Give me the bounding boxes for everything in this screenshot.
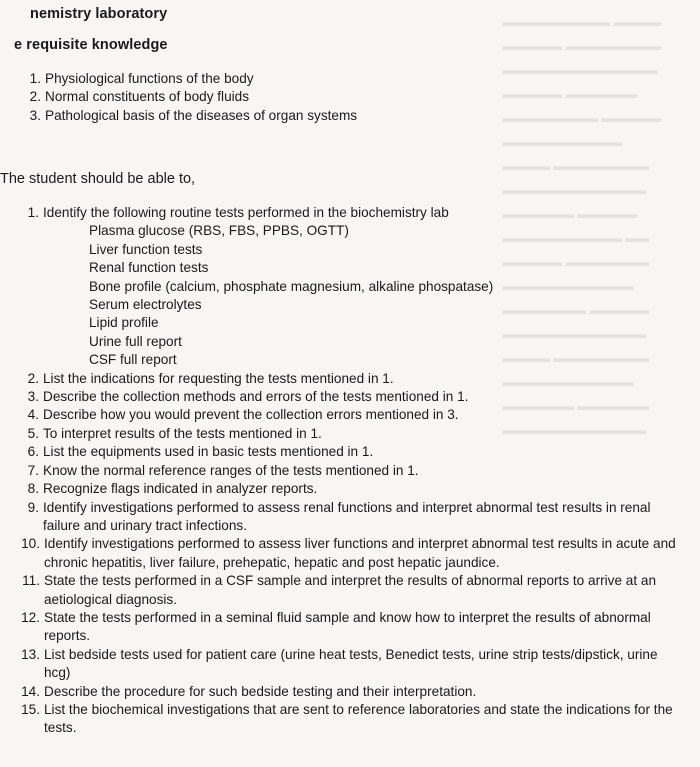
objectives-intro: The student should be able to, bbox=[0, 171, 196, 187]
item-text: State the tests performed in a seminal fluid sample and know how to interpret the results of abnormal reports. bbox=[44, 609, 651, 644]
item-number: 15. bbox=[21, 701, 40, 717]
list-item bbox=[20, 499, 682, 536]
item-text: Identify investigations performed to assess liver functions and interpret abnormal test results in acute and chronic hepatitis, liver failure, prehepatic, hepatic and post hepatic jaundice. bbox=[44, 536, 676, 570]
item-text: Pathological basis of the diseases of organ systems bbox=[45, 107, 358, 123]
test-item: Lipid profile bbox=[89, 315, 159, 331]
item-number: 9. bbox=[27, 499, 39, 515]
list-item bbox=[22, 107, 682, 125]
test-item: Serum electrolytes bbox=[89, 297, 202, 313]
item-text: List bedside tests used for patient care (urine heat tests, Benedict tests, urine strip tests/dipstick, urine hcg) bbox=[44, 646, 658, 681]
item-number: 8. bbox=[27, 481, 39, 497]
list-item bbox=[20, 535, 682, 572]
item-number: 12. bbox=[21, 609, 40, 625]
item-text: State the tests performed in a CSF sample and interpret the results of abnormal reports to arrive at an aetiological diagnosis. bbox=[44, 573, 657, 607]
list-item bbox=[20, 406, 682, 424]
item-number: 1. bbox=[29, 71, 41, 86]
item-text: List the equipments used in basic tests mentioned in 1. bbox=[43, 444, 374, 460]
list-item bbox=[20, 572, 682, 609]
section-heading-laboratory: nemistry laboratory bbox=[30, 6, 168, 22]
item-text: Describe the collection methods and errors of the tests mentioned in 1. bbox=[43, 389, 469, 405]
item-text: List the biochemical investigations that are sent to reference laboratories and state the indications for the tests. bbox=[44, 701, 673, 736]
item-text: Recognize flags indicated in analyzer reports. bbox=[43, 481, 318, 497]
list-item bbox=[20, 701, 682, 738]
list-item bbox=[20, 443, 682, 461]
item-text: To interpret results of the tests mentioned in 1. bbox=[43, 425, 322, 441]
item-text: Describe the procedure for such bedside testing and their interpretation. bbox=[44, 683, 477, 699]
list-item bbox=[20, 646, 682, 683]
list-item bbox=[20, 425, 682, 443]
list-item bbox=[22, 70, 682, 88]
objectives-list bbox=[20, 204, 682, 738]
item-number: 2. bbox=[29, 89, 41, 105]
list-item bbox=[22, 88, 682, 106]
item-number: 10. bbox=[21, 536, 40, 552]
test-item: CSF full report bbox=[89, 352, 177, 368]
item-text: Know the normal reference ranges of the tests mentioned in 1. bbox=[43, 462, 419, 478]
list-item bbox=[20, 609, 682, 646]
item-number: 4. bbox=[27, 407, 39, 423]
show-through-texture: ▬▬▬▬▬▬▬▬▬ ▬▬▬▬ ▬▬▬▬▬ ▬▬▬▬▬▬▬▬ ▬▬▬▬▬▬▬▬▬▬▬▬▬ ▬▬▬▬▬ ▬▬▬▬▬▬ ▬▬▬▬▬▬▬▬ ▬▬▬▬▬ ▬▬▬▬▬▬▬▬▬▬ ▬▬▬▬ ▬▬▬▬▬▬▬▬ ▬▬▬▬▬▬▬▬▬▬▬▬ ▬▬▬▬▬▬ ▬▬▬▬▬ ▬▬▬▬▬▬▬▬▬▬ ▬▬ ▬▬▬▬▬ ▬▬▬▬▬▬▬ ▬▬▬▬▬▬▬▬▬▬▬ ▬▬▬▬▬▬▬ ▬▬▬▬▬ ▬▬▬▬▬▬▬▬▬▬▬▬ ▬▬▬▬ ▬▬▬▬▬▬▬▬ ▬▬▬▬▬▬▬▬▬▬▬ ▬▬▬▬▬▬ ▬▬▬▬▬▬ ▬▬▬▬▬▬▬▬▬▬▬▬ bbox=[502, 15, 662, 437]
item-number: 13. bbox=[21, 646, 40, 662]
routine-tests-list bbox=[43, 222, 682, 369]
list-item bbox=[20, 204, 682, 370]
item-text: Describe how you would prevent the collection errors mentioned in 3. bbox=[43, 407, 459, 423]
test-item: Renal function tests bbox=[89, 260, 209, 276]
item-text: Identify the following routine tests performed in the biochemistry lab bbox=[43, 205, 449, 220]
item-number: 7. bbox=[27, 462, 39, 478]
test-item: Liver function tests bbox=[89, 241, 203, 257]
prerequisite-list bbox=[22, 70, 682, 125]
list-item bbox=[20, 370, 682, 388]
item-text: Normal constituents of body fluids bbox=[45, 89, 250, 105]
test-item: Plasma glucose (RBS, FBS, PPBS, OGTT) bbox=[89, 223, 349, 239]
list-item bbox=[20, 480, 682, 498]
test-item: Urine full report bbox=[89, 333, 182, 349]
item-text: List the indications for requesting the tests mentioned in 1. bbox=[43, 370, 394, 386]
item-number: 14. bbox=[21, 683, 40, 699]
item-number: 5. bbox=[27, 425, 39, 441]
item-text: Physiological functions of the body bbox=[45, 71, 254, 86]
item-number: 6. bbox=[27, 444, 39, 460]
item-number: 11. bbox=[22, 573, 40, 589]
test-item: Bone profile (calcium, phosphate magnesium, alkaline phospatase) bbox=[89, 278, 494, 294]
item-text: Identify investigations performed to assess renal functions and interpret abnormal test results in renal failure and urinary tract infections. bbox=[43, 499, 651, 533]
list-item bbox=[20, 462, 682, 480]
section-heading-prerequisite: e requisite knowledge bbox=[14, 37, 168, 53]
item-number: 2. bbox=[27, 370, 39, 386]
item-number: 1. bbox=[27, 205, 39, 220]
list-item bbox=[20, 683, 682, 701]
item-number: 3. bbox=[29, 107, 41, 123]
list-item bbox=[20, 388, 682, 406]
item-number: 3. bbox=[27, 389, 39, 405]
